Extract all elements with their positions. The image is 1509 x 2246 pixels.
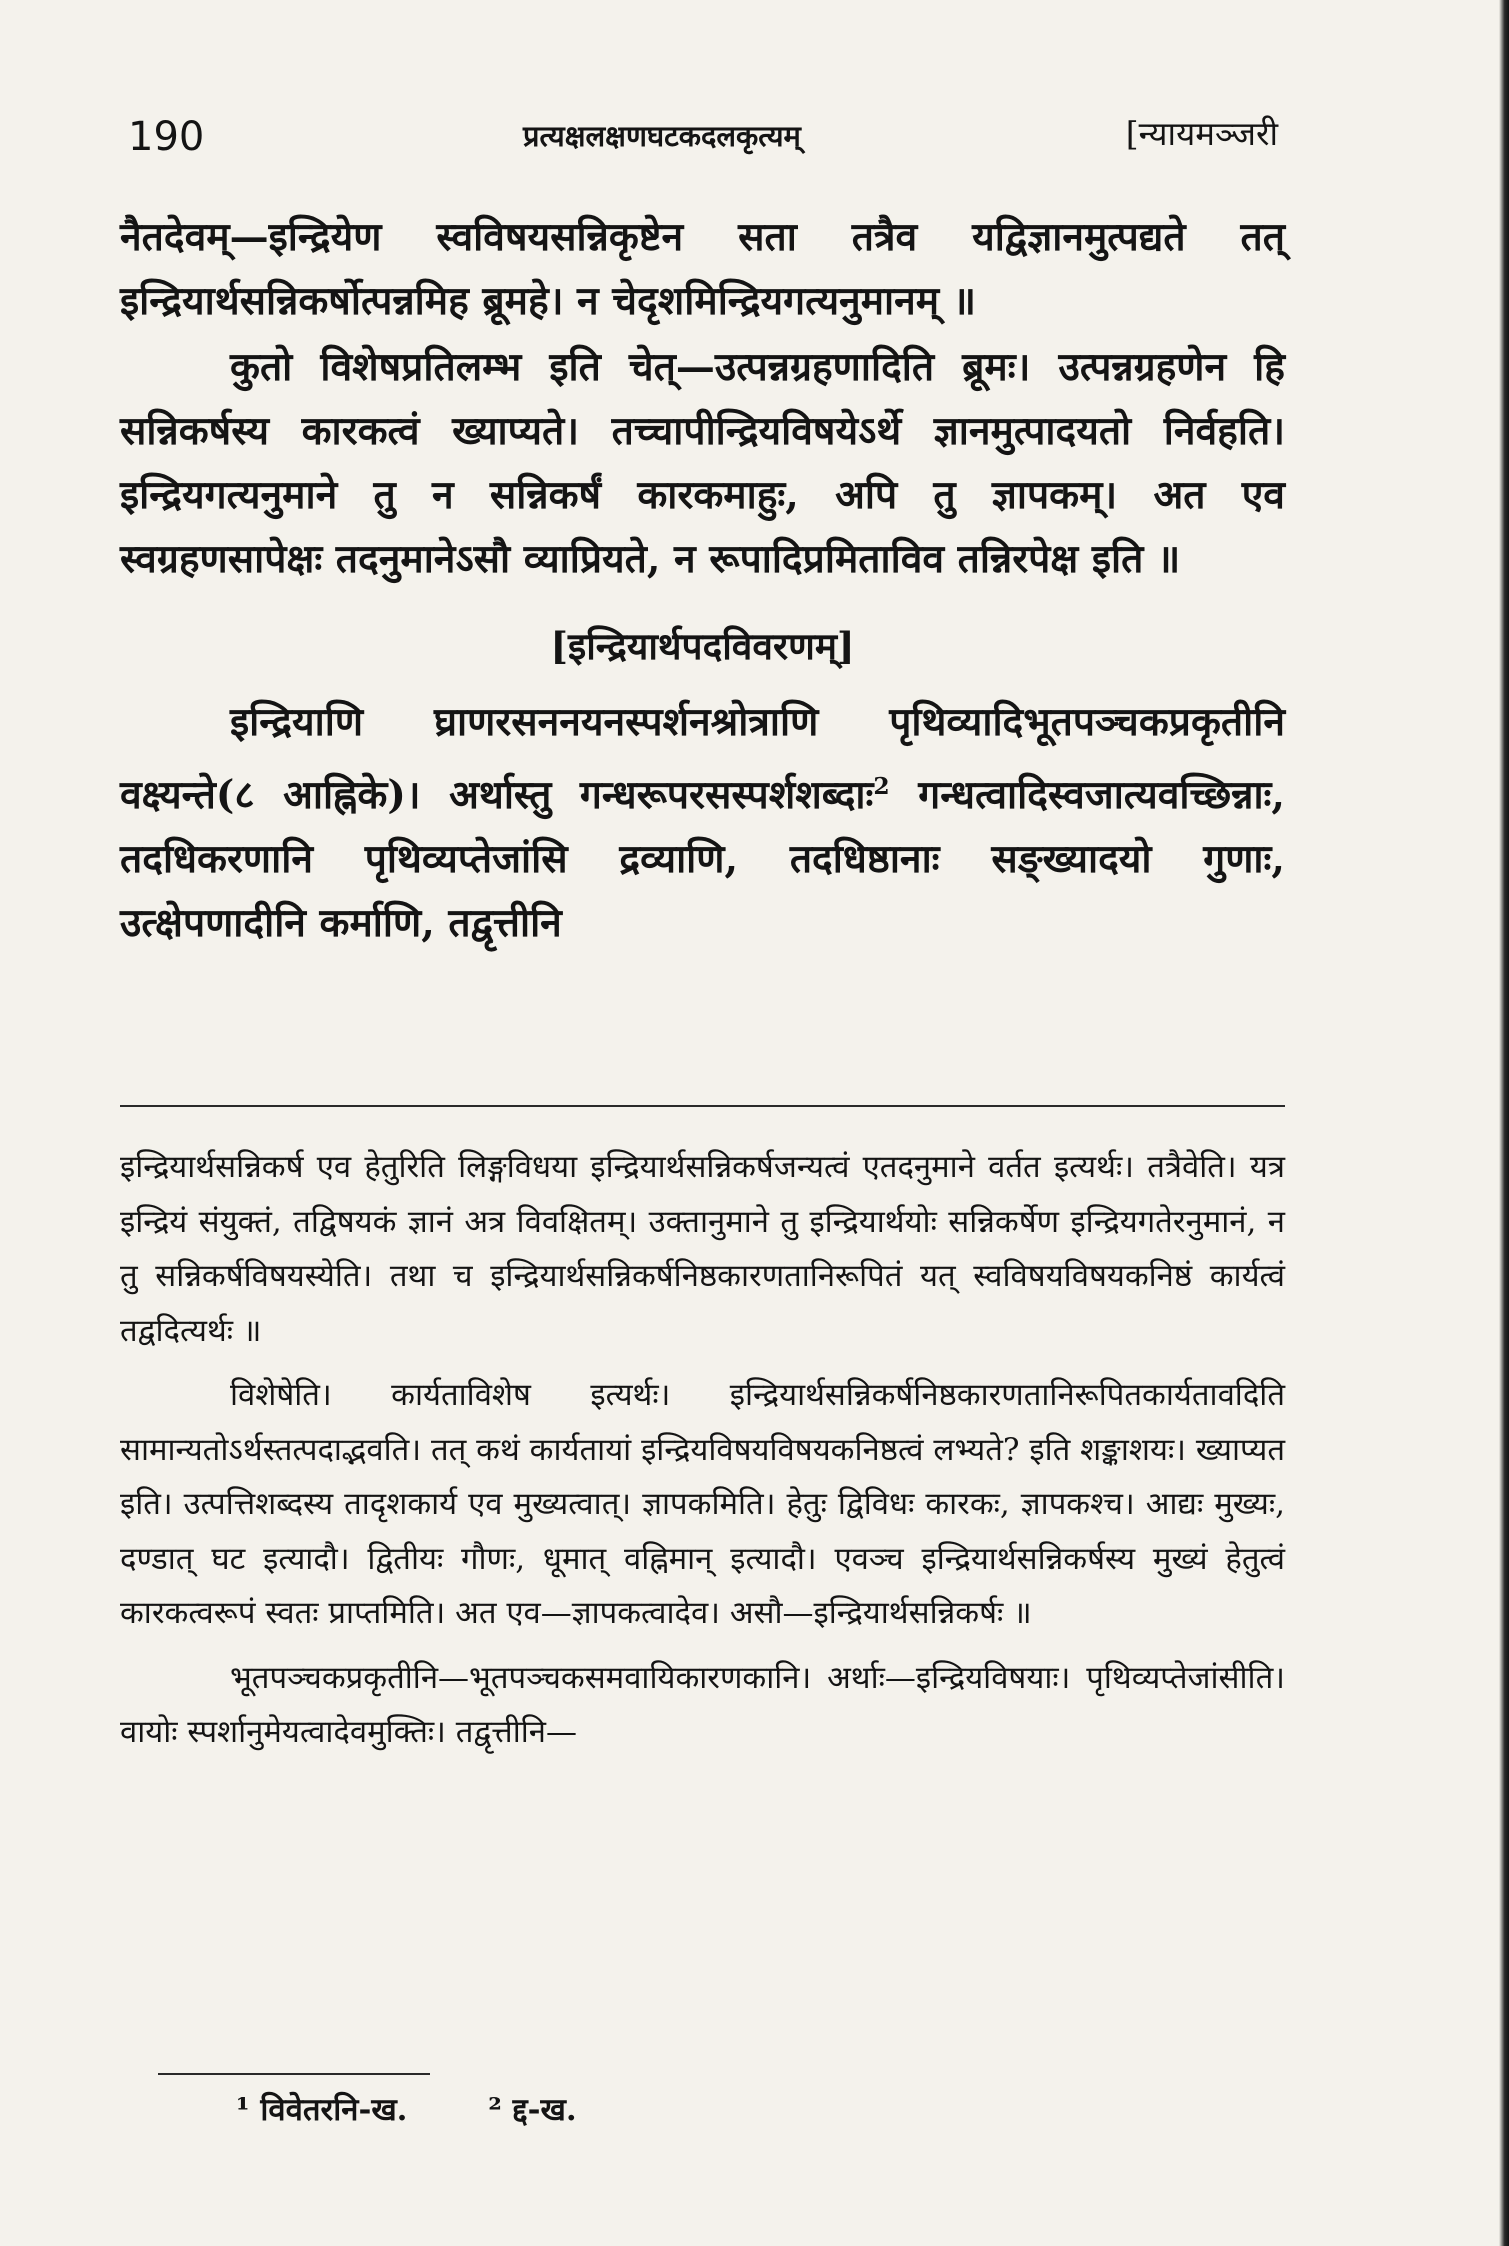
footnotes xyxy=(236,2088,647,2130)
main-paragraph-3-part-1: इन्द्रियाणि घ्राणरसननयनस्पर्शनश्रोत्राणि पृथिव्यादिभूतपञ्चकप्रकृतीनि वक्ष्यन्ते(८ आह्निके)। अर्थास्तु गन्धरूपरसस्पर्शशब्दाः xyxy=(120,699,1285,818)
footnote-rule xyxy=(158,2073,430,2075)
main-text xyxy=(120,205,1285,955)
book-title: [न्यायमञ्जरी xyxy=(1125,114,1278,153)
running-header xyxy=(128,108,1278,168)
main-paragraph-2: कुतो विशेषप्रतिलम्भ इति चेत्—उत्पन्नग्रहणादिति ब्रूमः। उत्पन्नग्रहणेन हि सन्निकर्षस्य कारकत्वं ख्याप्यते। तच्चापीन्द्रियविषयेऽर्थे ज्ञानमुत्पादयतो निर्वहति। इन्द्रियगत्यनुमाने तु न सन्निकर्षं कारकमाहुः, अपि तु ज्ञापकम्। अत एव स्वग्रहणसापेक्षः तदनुमानेऽसौ व्याप्रियते, न रूपादिप्रमिताविव तन्निरपेक्ष इति ॥ xyxy=(120,344,1285,582)
main-paragraph-1: नैतदेवम्—इन्द्रियेण स्वविषयसन्निकृष्टेन सता तत्रैव यद्विज्ञानमुत्पद्यते तत् इन्द्रियार्थसन्निकर्षोत्पन्नमिह ब्रूमहे। न चेदृशमिन्द्रियगत्यनुमानम् ॥ xyxy=(120,214,1285,324)
footnote-1: ¹ विवेतरनि-ख. xyxy=(236,2092,408,2128)
commentary-paragraph-3: भूतपञ्चकप्रकृतीनि—भूतपञ्चकसमवायिकारणकानि। अर्थाः—इन्द्रियविषयाः। पृथिव्यप्तेजांसीति। वायोः स्पर्शानुमेयत्वादेवमुक्तिः। तद्वृत्तीनि— xyxy=(120,1659,1285,1750)
running-title: प्रत्यक्षलक्षणघटकदलकृत्यम् xyxy=(523,119,801,153)
footnote-marker-2: 2 xyxy=(873,772,890,800)
footnote-2: ² द्द-ख. xyxy=(488,2092,577,2128)
commentary-paragraph-2: विशेषेति। कार्यताविशेष इत्यर्थः। इन्द्रियार्थसन्निकर्षनिष्ठकारणतानिरूपितकार्यतावदिति सामान्यतोऽर्थस्तत्पदाद्भवति। तत् कथं कार्यतायां इन्द्रियविषयविषयकनिष्ठत्वं लभ्यते? इति शङ्काशयः। ख्याप्यत इति। उत्पत्तिशब्दस्य तादृशकार्य एव मुख्यत्वात्। ज्ञापकमिति। हेतुः द्विविधः कारकः, ज्ञापकश्च। आद्यः मुख्यः, दण्डात् घट इत्यादौ। द्वितीयः गौणः, धूमात् वह्निमान् इत्यादौ। एवञ्च इन्द्रियार्थसन्निकर्षस्य मुख्यं हेतुत्वं कारकत्वरूपं स्वतः प्राप्तमिति। अत एव—ज्ञापकत्वादेव। असौ—इन्द्रियार्थसन्निकर्षः ॥ xyxy=(120,1377,1285,1631)
commentary-divider xyxy=(120,1105,1285,1107)
page-number: 190 xyxy=(128,114,205,160)
section-heading: [इन्द्रियार्थपदविवरणम्] xyxy=(550,624,855,668)
commentary-paragraph-1: इन्द्रियार्थसन्निकर्ष एव हेतुरिति लिङ्गविधया इन्द्रियार्थसन्निकर्षजन्यत्वं एतदनुमाने वर्तत इत्यर्थः। तत्रैवेति। यत्र इन्द्रियं संयुक्तं, तद्विषयकं ज्ञानं अत्र विवक्षितम्। उक्तानुमाने तु इन्द्रियार्थयोः सन्निकर्षेण इन्द्रियगतेरनुमानं, न तु सन्निकर्षविषयस्येति। तथा च इन्द्रियार्थसन्निकर्षनिष्ठकारणतानिरूपितं यत् स्वविषयविषयकनिष्ठं कार्यत्वं तद्वदित्यर्थः ॥ xyxy=(120,1149,1285,1349)
page-binding-edge xyxy=(1499,0,1509,2246)
main-paragraph-3 xyxy=(120,690,1285,955)
main-paragraph-3-part-2: गन्धत्वादिस्वजात्यवच्छिन्नाः, तदधिकरणानि पृथिव्यप्तेजांसि द्रव्याणि, तदधिष्ठानाः सङ्ख्यादयो गुणाः, उत्क्षेपणादीनि कर्माणि, तद्वृत्तीनि xyxy=(120,772,1285,946)
commentary xyxy=(120,1140,1285,1760)
